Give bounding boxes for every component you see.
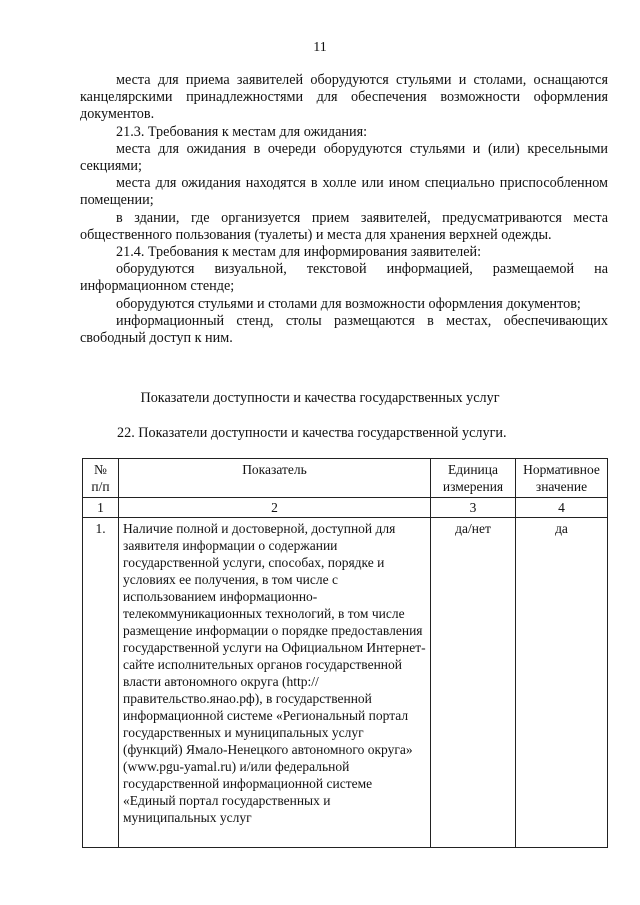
header-indicator: Показатель (119, 459, 431, 498)
paragraph: места для ожидания находятся в холле или ином специально приспособленном помещении; (80, 175, 608, 209)
section-title: Показатели доступности и качества государственных услуг (140, 390, 500, 406)
row-value: да (516, 518, 608, 848)
paragraph: оборудуются визуальной, текстовой информацией, размещаемой на информационном стенде; (80, 261, 608, 295)
column-number: 3 (431, 498, 516, 518)
paragraph: 21.4. Требования к местам для информирования заявителей: (116, 244, 482, 261)
row-unit: да/нет (431, 518, 516, 848)
paragraph: места для приема заявителей оборудуются стульями и столами, оснащаются канцелярскими принадлежностями для обеспечения возможности оформления документов. (80, 72, 608, 123)
indicators-table (82, 458, 608, 848)
paragraph: оборудуются стульями и столами для возможности оформления документов; (116, 295, 581, 312)
subsection-title: 22. Показатели доступности и качества государственной услуги. (117, 425, 507, 441)
column-number: 4 (516, 498, 608, 518)
column-number-row (83, 498, 608, 518)
table-header-row (83, 459, 608, 498)
paragraph: информационный стенд, столы размещаются в местах, обеспечивающих свободный доступ к ним. (80, 312, 608, 347)
paragraph: места для ожидания в очереди оборудуются стульями и (или) кресельными секциями; (80, 140, 608, 175)
header-unit: Единица измерения (431, 459, 516, 498)
row-indicator: Наличие полной и достоверной, доступной для заявителя информации о содержании государственной услуги, способах, порядке и условиях ее получения, в том числе с использованием информационно-телекоммуникационных технологий, в том числе размещение информации о порядке предоставления государственной услуги на Официальном Интернет-сайте исполнительных органов государственной власти автономного округа (http://правительство.янао.рф), в государственной информационной системе «Региональный портал государственных и муниципальных услуг (функций) Ямало-Ненецкого автономного округа» (www.pgu-yamal.ru) и/или федеральной государственной информационной системе «Единый портал государственных и муниципальных услуг (119, 518, 431, 848)
body-text (80, 72, 608, 347)
table-row (83, 518, 608, 848)
row-number: 1. (83, 518, 119, 848)
column-number: 1 (83, 498, 119, 518)
paragraph: 21.3. Требования к местам для ожидания: (116, 123, 368, 140)
column-number: 2 (119, 498, 431, 518)
paragraph: в здании, где организуется прием заявителей, предусматриваются места общественного пользования (туалеты) и места для хранения верхней одежды. (80, 209, 608, 243)
header-number: № п/п (83, 459, 119, 498)
page-number: 11 (313, 40, 327, 55)
header-value: Нормативное значение (516, 459, 608, 498)
